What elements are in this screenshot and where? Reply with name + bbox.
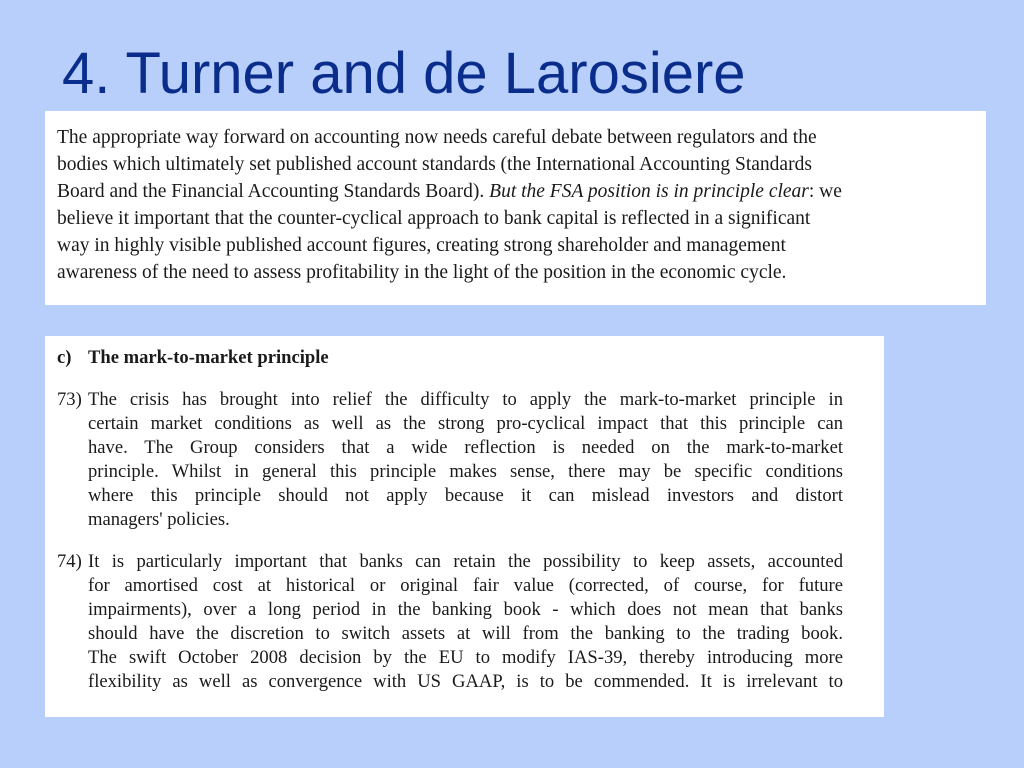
paragraph-number: 74) [57, 551, 82, 572]
text-line [57, 178, 972, 205]
text-line: flexibility as well as convergence with US GAAP, is to be commended. It is irrelevant to [88, 671, 843, 692]
paragraph-text [88, 388, 843, 532]
text-line: principle. Whilst in general this principle makes sense, there may be specific conditions [88, 461, 843, 482]
text-line: The crisis has brought into relief the difficulty to apply the mark-to-market principle in [88, 389, 843, 410]
text-line: should have the discretion to switch assets at will from the banking to the trading book. [88, 623, 843, 644]
text-line: bodies which ultimately set published account standards (the International Accounting Standards [57, 154, 812, 175]
text-line: way in highly visible published account figures, creating strong shareholder and management [57, 235, 786, 256]
text-line: managers' policies. [88, 509, 230, 530]
paragraph-73 [57, 388, 843, 532]
text-line: The appropriate way forward on accounting now needs careful debate between regulators and the [57, 127, 817, 148]
paragraph-number: 73) [57, 389, 82, 410]
larosiere-excerpt-panel [45, 336, 884, 717]
turner-quote-text [57, 124, 972, 286]
text-line: The swift October 2008 decision by the EU to modify IAS-39, thereby introducing more [88, 647, 843, 668]
emphasis-text: But the FSA position is in principle clear [489, 181, 809, 202]
text-line: for amortised cost at historical or original fair value (corrected, of course, for future [88, 575, 843, 596]
text-line: where this principle should not apply because it can mislead investors and distort [88, 485, 843, 506]
paragraph-text [88, 550, 843, 694]
text-run: : we [808, 181, 842, 202]
text-line: awareness of the need to assess profitability in the light of the position in the economic cycle. [57, 262, 787, 283]
paragraph-74 [57, 550, 843, 694]
slide-title: 4. Turner and de Larosiere [62, 41, 746, 106]
text-line: impairments), over a long period in the banking book - which does not mean that banks [88, 599, 843, 620]
text-line: It is particularly important that banks can retain the possibility to keep assets, accounted [88, 551, 843, 572]
section-title: The mark-to-market principle [88, 347, 329, 368]
turner-quote-panel [45, 111, 986, 305]
section-heading [57, 346, 843, 370]
text-run: Board and the Financial Accounting Standards Board). [57, 181, 490, 202]
section-letter: c) [57, 347, 72, 368]
text-line: certain market conditions as well as the strong pro-cyclical impact that this principle can [88, 413, 843, 434]
text-line: have. The Group considers that a wide reflection is needed on the mark-to-market [88, 437, 843, 458]
text-line: believe it important that the counter-cyclical approach to bank capital is reflected in a significant [57, 208, 811, 229]
